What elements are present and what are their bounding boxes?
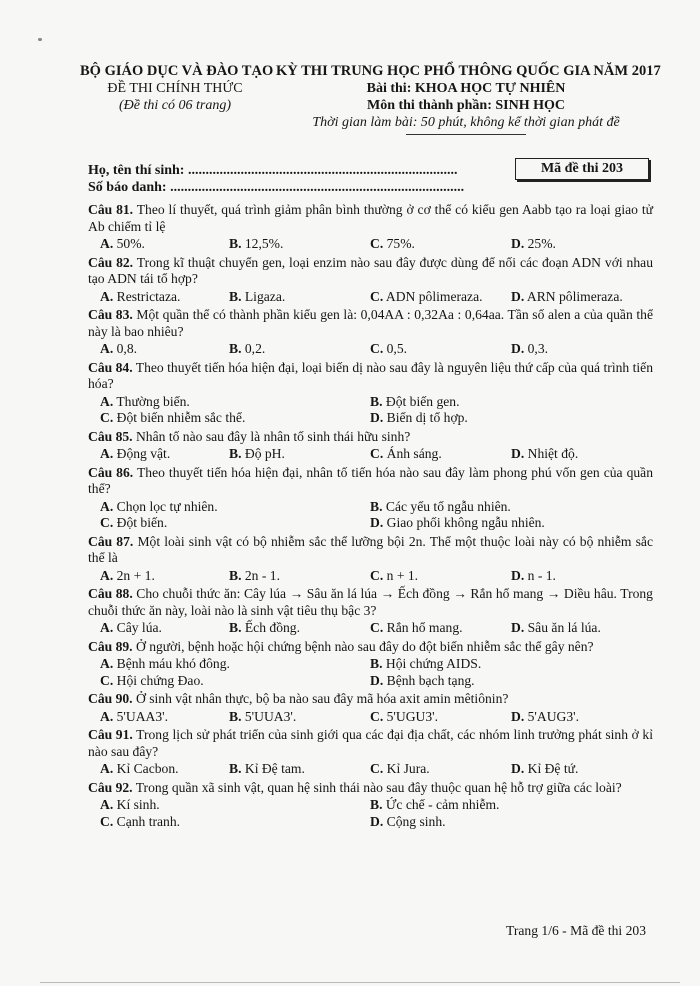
question-text-row bbox=[88, 727, 653, 760]
answer-option bbox=[229, 761, 370, 778]
time-note: Thời gian làm bài: 50 phút, không kể thời gian phát đề bbox=[312, 115, 620, 130]
answer-option bbox=[88, 394, 370, 411]
answer-option bbox=[88, 568, 229, 585]
answer-option bbox=[511, 289, 652, 306]
option-text: Cạnh tranh. bbox=[116, 813, 181, 829]
question-text-row bbox=[88, 307, 653, 340]
page-footer: Trang 1/6 - Mã đề thi 203 bbox=[506, 923, 646, 938]
answer-option bbox=[511, 568, 652, 585]
answer-options bbox=[88, 709, 653, 726]
option-text: Rắn hổ mang. bbox=[386, 620, 463, 635]
question-text-row bbox=[88, 691, 653, 708]
answer-option bbox=[88, 797, 370, 814]
option-letter: D. bbox=[511, 341, 525, 356]
option-letter: B. bbox=[229, 236, 242, 251]
scan-speck bbox=[38, 38, 42, 41]
option-letter: B. bbox=[229, 567, 242, 583]
answer-options bbox=[88, 797, 653, 830]
option-letter: D. bbox=[511, 708, 525, 724]
option-text: Động vật. bbox=[116, 446, 171, 461]
question-text: Trong lịch sử phát triển của sinh giới qua các đại địa chất, các nhóm linh trưởng phát sinh ở kỉ nào sau đây? bbox=[88, 727, 653, 759]
candidate-name-field: Họ, tên thí sinh: ............................................................................. bbox=[88, 163, 458, 178]
option-letter: D. bbox=[370, 410, 384, 425]
answer-option bbox=[511, 446, 652, 463]
option-text: Kỉ Jura. bbox=[386, 761, 430, 776]
option-letter: D. bbox=[511, 620, 525, 635]
option-text: Bệnh máu khó đông. bbox=[116, 656, 230, 671]
question-item bbox=[88, 429, 653, 463]
option-letter: A. bbox=[100, 288, 114, 304]
answer-option bbox=[370, 236, 511, 253]
option-letter: B. bbox=[229, 708, 242, 724]
question-item bbox=[88, 780, 653, 831]
answer-options bbox=[88, 761, 653, 778]
option-text: 5'UUA3'. bbox=[244, 708, 297, 724]
option-text: 25%. bbox=[527, 236, 556, 251]
pages-note: (Đề thi có 06 trang) bbox=[119, 98, 231, 113]
option-letter: D. bbox=[511, 446, 525, 461]
answer-option bbox=[229, 709, 370, 726]
option-text: 5'UAA3'. bbox=[116, 708, 168, 724]
answer-option bbox=[88, 656, 370, 673]
option-letter: C. bbox=[100, 672, 114, 688]
answer-options bbox=[88, 341, 653, 358]
option-letter: A. bbox=[100, 446, 114, 461]
answer-option bbox=[229, 620, 370, 637]
question-number: Câu 92. bbox=[88, 779, 133, 795]
answer-options bbox=[88, 620, 653, 637]
option-letter: A. bbox=[100, 761, 114, 776]
question-number: Câu 91. bbox=[88, 727, 133, 742]
option-letter: B. bbox=[370, 656, 383, 671]
answer-option bbox=[370, 568, 511, 585]
ministry-name: BỘ GIÁO DỤC VÀ ĐÀO TẠO bbox=[80, 63, 274, 79]
answer-option bbox=[370, 446, 511, 463]
option-letter: A. bbox=[100, 341, 114, 356]
question-text: Cho chuỗi thức ăn: Cây lúa → Sâu ăn lá lúa → Ếch đồng → Rắn hổ mang → Diều hâu. Trong chuỗi thức ăn này, loài nào là sinh vật tiêu thụ bậc 3? bbox=[88, 586, 653, 618]
option-text: Đột biến gen. bbox=[385, 393, 460, 409]
option-text: Chọn lọc tự nhiên. bbox=[116, 498, 218, 514]
header-right bbox=[276, 63, 661, 135]
question-number: Câu 86. bbox=[88, 464, 134, 480]
option-text: 5'AUG3'. bbox=[527, 708, 579, 724]
answer-option bbox=[229, 446, 370, 463]
option-text: Các yếu tố ngẫu nhiên. bbox=[385, 498, 511, 514]
question-number: Câu 90. bbox=[88, 691, 133, 706]
option-text: Ánh sáng. bbox=[386, 446, 442, 461]
option-text: Thường biến. bbox=[116, 393, 190, 409]
candidate-id-field: Số báo danh: .................................................................................... bbox=[88, 180, 465, 195]
option-letter: B. bbox=[370, 797, 383, 812]
question-number: Câu 87. bbox=[88, 533, 134, 549]
option-text: 12,5%. bbox=[244, 236, 284, 251]
option-letter: C. bbox=[370, 288, 384, 304]
option-letter: C. bbox=[100, 813, 114, 829]
option-text: 0,2. bbox=[244, 341, 266, 356]
question-number: Câu 84. bbox=[88, 359, 133, 375]
bottom-rule bbox=[40, 982, 680, 983]
option-text: ADN pôlimeraza. bbox=[385, 288, 483, 304]
question-item bbox=[88, 255, 653, 306]
answer-option bbox=[370, 620, 511, 637]
option-text: Độ pH. bbox=[244, 446, 285, 461]
question-item bbox=[88, 360, 653, 427]
answer-option bbox=[88, 236, 229, 253]
question-text: Theo thuyết tiến hóa hiện đại, loại biến dị nào sau đây là nguyên liệu thứ cấp của quá trình tiến hóa? bbox=[88, 359, 653, 391]
option-text: Restrictaza. bbox=[116, 288, 181, 304]
answer-option bbox=[370, 394, 653, 411]
answer-option bbox=[229, 568, 370, 585]
option-letter: C. bbox=[100, 410, 114, 425]
option-text: Cây lúa. bbox=[116, 620, 162, 635]
question-text-row bbox=[88, 360, 653, 393]
option-letter: C. bbox=[370, 236, 384, 251]
option-letter: A. bbox=[100, 393, 114, 409]
question-text-row bbox=[88, 780, 653, 797]
answer-option bbox=[511, 620, 652, 637]
answer-option bbox=[229, 289, 370, 306]
question-number: Câu 89. bbox=[88, 638, 133, 654]
question-text-row bbox=[88, 534, 653, 567]
question-text-row bbox=[88, 429, 653, 446]
answer-option bbox=[370, 341, 511, 358]
question-item bbox=[88, 586, 653, 637]
option-letter: C. bbox=[370, 567, 384, 583]
question-item bbox=[88, 534, 653, 585]
option-text: Kỉ Cacbon. bbox=[116, 761, 179, 776]
option-text: 2n + 1. bbox=[116, 567, 155, 583]
option-letter: D. bbox=[511, 236, 525, 251]
question-number: Câu 88. bbox=[88, 586, 133, 601]
answer-option bbox=[88, 761, 229, 778]
answer-option bbox=[88, 289, 229, 306]
option-letter: B. bbox=[370, 498, 383, 514]
option-letter: A. bbox=[100, 797, 114, 812]
question-item bbox=[88, 202, 653, 253]
option-text: 0,3. bbox=[527, 341, 549, 356]
question-text: Một quần thể có thành phần kiểu gen là: 0,04AA : 0,32Aa : 0,64aa. Tần số alen a của quần thể này là bao nhiêu? bbox=[88, 307, 653, 339]
question-number: Câu 83. bbox=[88, 307, 133, 322]
question-text: Theo lí thuyết, quá trình giảm phân bình thường ở cơ thể có kiểu gen Aabb tạo ra loại giao tử Ab chiếm tỉ lệ bbox=[88, 202, 653, 234]
answer-options bbox=[88, 656, 653, 689]
answer-option bbox=[88, 673, 370, 690]
option-letter: B. bbox=[370, 393, 383, 409]
option-text: 2n - 1. bbox=[244, 567, 280, 583]
question-text: Theo thuyết tiến hóa hiện đại, nhân tố tiến hóa nào sau đây làm phong phú vốn gen của quần thể? bbox=[88, 464, 653, 496]
option-letter: A. bbox=[100, 656, 114, 671]
option-letter: D. bbox=[511, 567, 525, 583]
option-text: 5'UGU3'. bbox=[386, 708, 438, 724]
option-letter: C. bbox=[370, 761, 384, 776]
answer-option bbox=[370, 761, 511, 778]
question-text-row bbox=[88, 202, 653, 235]
option-text: Giao phối không ngẫu nhiên. bbox=[386, 515, 545, 530]
answer-option bbox=[370, 656, 653, 673]
answer-option bbox=[511, 761, 652, 778]
option-text: Ếch đồng. bbox=[244, 620, 300, 635]
option-text: Sâu ăn lá lúa. bbox=[527, 620, 601, 635]
option-text: 50%. bbox=[116, 236, 145, 251]
option-text: Cộng sinh. bbox=[386, 813, 446, 829]
option-text: Đột biến. bbox=[116, 515, 168, 530]
answer-option bbox=[88, 410, 370, 427]
answer-option bbox=[370, 515, 653, 532]
option-text: Nhiệt độ. bbox=[527, 446, 579, 461]
answer-options bbox=[88, 568, 653, 585]
option-text: Biến dị tổ hợp. bbox=[386, 410, 468, 425]
option-text: Hội chứng AIDS. bbox=[385, 656, 482, 671]
exam-code-box: Mã đề thi 203 bbox=[515, 158, 649, 180]
option-text: n + 1. bbox=[386, 567, 419, 583]
option-letter: C. bbox=[370, 341, 384, 356]
question-text: Ở người, bệnh hoặc hội chứng bệnh nào sau đây do đột biến nhiễm sắc thể gây nên? bbox=[135, 638, 594, 654]
answer-option bbox=[88, 709, 229, 726]
answer-option bbox=[88, 499, 370, 516]
option-text: ARN pôlimeraza. bbox=[526, 288, 623, 304]
answer-option bbox=[370, 797, 653, 814]
question-text-row bbox=[88, 255, 653, 288]
option-letter: C. bbox=[100, 515, 114, 530]
option-letter: A. bbox=[100, 498, 114, 514]
question-text-row bbox=[88, 465, 653, 498]
option-letter: B. bbox=[229, 761, 242, 776]
option-letter: A. bbox=[100, 567, 114, 583]
question-item bbox=[88, 465, 653, 532]
option-letter: D. bbox=[370, 813, 384, 829]
question-number: Câu 85. bbox=[88, 428, 133, 444]
option-letter: A. bbox=[100, 620, 114, 635]
question-text-row bbox=[88, 586, 653, 619]
option-letter: B. bbox=[229, 288, 242, 304]
answer-option bbox=[88, 446, 229, 463]
header-underline bbox=[406, 134, 526, 135]
question-list bbox=[88, 202, 653, 832]
answer-option bbox=[511, 341, 652, 358]
option-text: Bệnh bạch tạng. bbox=[386, 672, 475, 688]
question-text: Ở sinh vật nhân thực, bộ ba nào sau đây mã hóa axit amin mêtiônin? bbox=[135, 691, 509, 706]
question-text: Nhân tố nào sau đây là nhân tố sinh thái hữu sinh? bbox=[135, 428, 411, 444]
option-letter: D. bbox=[511, 761, 525, 776]
option-text: 0,5. bbox=[386, 341, 408, 356]
option-letter: B. bbox=[229, 341, 242, 356]
subject-label: Môn thi thành phần: SINH HỌC bbox=[366, 98, 565, 113]
option-text: Ligaza. bbox=[244, 288, 286, 304]
answer-option bbox=[370, 499, 653, 516]
test-label: Bài thi: KHOA HỌC TỰ NHIÊN bbox=[366, 81, 566, 96]
candidate-info bbox=[88, 162, 464, 196]
option-text: 75%. bbox=[386, 236, 415, 251]
answer-option bbox=[370, 289, 511, 306]
question-item bbox=[88, 691, 653, 725]
option-text: Kí sinh. bbox=[116, 797, 160, 812]
answer-option bbox=[229, 236, 370, 253]
answer-option bbox=[511, 709, 652, 726]
answer-options bbox=[88, 394, 653, 427]
option-text: Hội chứng Đao. bbox=[116, 672, 204, 688]
answer-option bbox=[370, 410, 653, 427]
question-text-row bbox=[88, 639, 653, 656]
question-number: Câu 82. bbox=[88, 254, 134, 270]
question-item bbox=[88, 727, 653, 778]
header-left bbox=[80, 63, 274, 114]
question-number: Câu 81. bbox=[88, 202, 134, 217]
answer-option bbox=[511, 236, 652, 253]
answer-option bbox=[370, 673, 653, 690]
answer-option bbox=[370, 814, 653, 831]
answer-option bbox=[88, 341, 229, 358]
option-letter: A. bbox=[100, 236, 114, 251]
option-letter: B. bbox=[229, 446, 242, 461]
answer-options bbox=[88, 499, 653, 532]
question-item bbox=[88, 307, 653, 358]
answer-options bbox=[88, 446, 653, 463]
option-letter: B. bbox=[229, 620, 242, 635]
question-text: Trong quần xã sinh vật, quan hệ sinh thái nào sau đây thuộc quan hệ hỗ trợ giữa các loài? bbox=[135, 779, 622, 795]
option-letter: C. bbox=[370, 708, 384, 724]
option-text: n - 1. bbox=[527, 567, 556, 583]
option-text: Kỉ Đệ tứ. bbox=[527, 761, 579, 776]
option-letter: A. bbox=[100, 708, 114, 724]
answer-options bbox=[88, 289, 653, 306]
answer-option bbox=[229, 341, 370, 358]
answer-option bbox=[88, 814, 370, 831]
answer-option bbox=[88, 620, 229, 637]
option-letter: C. bbox=[370, 620, 384, 635]
answer-options bbox=[88, 236, 653, 253]
option-text: Đột biến nhiễm sắc thể. bbox=[116, 410, 246, 425]
question-text: Một loài sinh vật có bộ nhiễm sắc thể lưỡng bội 2n. Thể một thuộc loài này có bộ nhiễm sắc thể là bbox=[88, 533, 653, 565]
option-text: Ức chế - cảm nhiễm. bbox=[385, 797, 500, 812]
option-text: Kỉ Đệ tam. bbox=[244, 761, 305, 776]
exam-title: KỲ THI TRUNG HỌC PHỔ THÔNG QUỐC GIA NĂM 2017 bbox=[276, 63, 661, 79]
question-text: Trong kĩ thuật chuyển gen, loại enzim nào sau đây được dùng để nối các đoạn ADN với nhau tạo ADN tái tổ hợp? bbox=[88, 254, 653, 286]
option-letter: C. bbox=[370, 446, 384, 461]
answer-option bbox=[88, 515, 370, 532]
question-item bbox=[88, 639, 653, 690]
answer-option bbox=[370, 709, 511, 726]
option-letter: D. bbox=[370, 672, 384, 688]
option-letter: D. bbox=[370, 515, 384, 530]
official-label: ĐỀ THI CHÍNH THỨC bbox=[107, 81, 243, 96]
option-letter: D. bbox=[511, 288, 525, 304]
option-text: 0,8. bbox=[116, 341, 138, 356]
